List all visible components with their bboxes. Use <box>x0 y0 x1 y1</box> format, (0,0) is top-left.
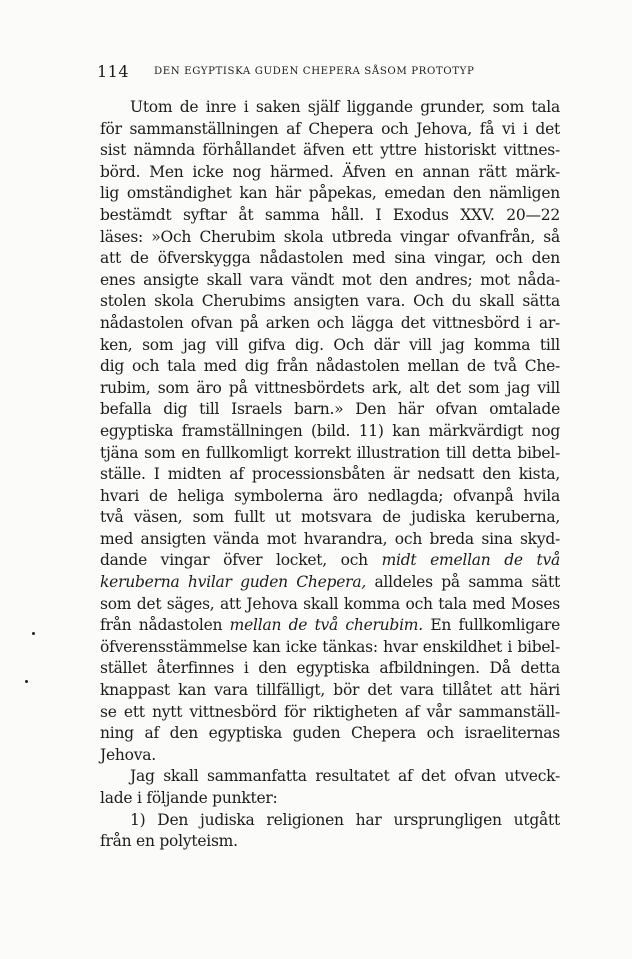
text-line: ken, som jag vill gifva dig. Och där vill jag komma till <box>100 335 560 354</box>
text-line: sist nämnda förhållandet äfven ett yttre historiskt vittnes- <box>100 141 560 160</box>
running-title: DEN EGYPTISKA GUDEN CHEPERA SÅSOM PROTOTYP <box>154 66 475 77</box>
text-line: från en polyteism. <box>100 832 238 851</box>
text-line: nådastolen ofvan på arken och lägga det vittnesbörd i ar- <box>100 313 560 332</box>
text-line: knappast kan vara tillfälligt, bör det vara tillåtet att häri <box>100 681 560 700</box>
text-line: stolen skola Cherubims ansigten vara. Och du skall sätta <box>100 292 560 311</box>
text-line: bestämdt syftar åt samma håll. I Exodus XXV. 20—22 <box>100 205 560 224</box>
text-line: 1) Den judiska religionen har ursprungligen utgått <box>130 810 560 829</box>
text-line: att de öfverskygga nådastolen med sina vingar, och den <box>100 249 560 268</box>
text-line: Utom de inre i saken själf liggande grunder, som tala <box>130 98 560 116</box>
text-line: börd. Men icke nog härmed. Äfven en annan rätt märk- <box>100 162 560 181</box>
text-line: med ansigten vända mot hvarandra, och breda sina skyd- <box>100 529 560 548</box>
text-line: ställe. I midten af processionsbåten är nedsatt den kista, <box>100 465 560 484</box>
text-line: från nådastolen mellan de två cherubim. En fullkomligare <box>100 616 560 635</box>
text-line: för sammanställningen af Chepera och Jehova, få vi i det <box>100 119 560 138</box>
text-line: dande vingar öfver locket, och midt emellan de två <box>100 551 560 570</box>
text-line: dig och tala med dig från nådastolen mellan de två Che- <box>100 357 560 376</box>
text-line: se ett nytt vittnesbörd för riktigheten af vår sammanställ- <box>100 702 560 721</box>
text-line: rubim, som äro på vittnesbördets ark, alt det som jag vill <box>100 378 560 397</box>
margin-speck <box>25 680 28 683</box>
text-line: öfverensstämmelse kan icke tänkas: hvar enskildhet i bibel- <box>100 637 560 656</box>
text-line: lade i följande punkter: <box>100 789 278 807</box>
text-line: Jehova. <box>100 745 156 764</box>
body-text <box>100 97 560 853</box>
text-line: tjäna som en fullkomligt korrekt illustration till detta bibel- <box>100 443 560 462</box>
text-line: två väsen, som fullt ut motsvara de judiska keruberna, <box>100 508 560 527</box>
text-line: lig omständighet kan här påpekas, emedan den nämligen <box>100 184 560 203</box>
text-line: enes ansigte skall vara vändt mot den andres; mot nåda- <box>100 270 560 289</box>
paragraph-3 <box>100 810 560 853</box>
text-line: som det säges, att Jehova skall komma och tala med Moses <box>100 594 560 613</box>
text-line: stället återfinnes i den egyptiska afbildningen. Då detta <box>100 659 560 678</box>
text-line: hvari de heliga symbolerna äro nedlagda; ofvanpå hvila <box>100 486 560 505</box>
text-line: ning af den egyptiska guden Chepera och israeliternas <box>100 724 560 743</box>
text-line: läses: »Och Cherubim skola utbreda vingar ofvanfrån, så <box>100 227 560 246</box>
page-number: 114 <box>97 62 130 81</box>
text-line: egyptiska framställningen (bild. 11) kan märkvärdigt nog <box>100 421 560 440</box>
text-line: Jag skall sammanfatta resultatet af det ofvan utveck- <box>130 767 560 786</box>
margin-speck <box>32 632 35 635</box>
text-line: befalla dig till Israels barn.» Den här ofvan omtalade <box>100 400 560 419</box>
page-header <box>97 62 527 82</box>
paragraph-1 <box>100 97 560 766</box>
paragraph-2 <box>100 766 560 809</box>
text-line: keruberna hvilar guden Chepera, alldeles på samma sätt <box>100 573 560 592</box>
